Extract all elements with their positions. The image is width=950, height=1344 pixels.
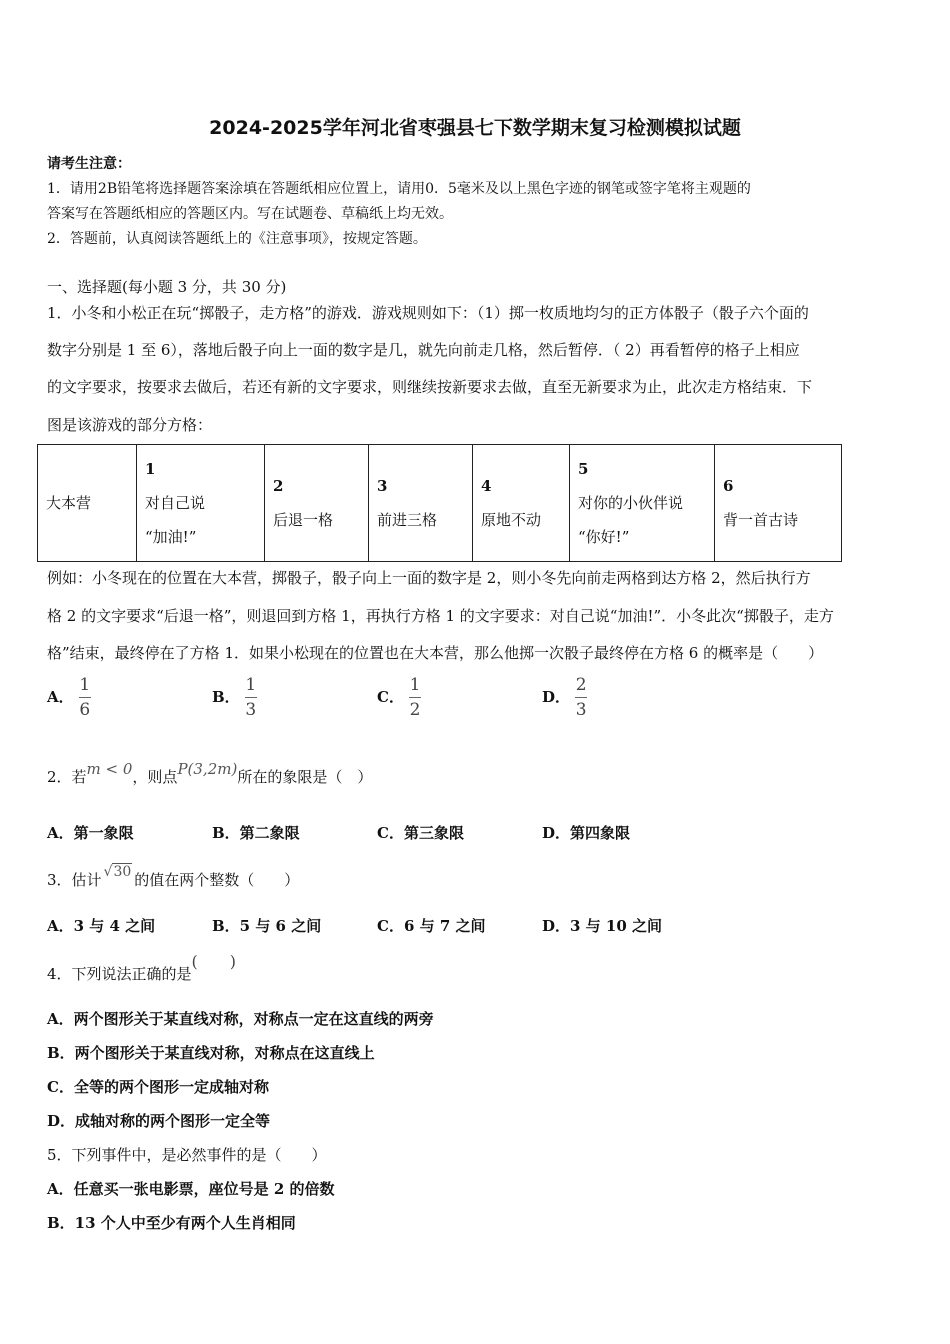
fraction: $\frac{1}{2}$ xyxy=(409,675,421,720)
q4-option-b[interactable]: B．两个图形关于某直线对称，对称点在这直线上 xyxy=(47,1044,375,1062)
q3-option-b[interactable]: B．5 与 6 之间 xyxy=(212,917,322,935)
cell-number: 4 xyxy=(481,477,492,495)
q1-line-3: 的文字要求，按要求去做后，若还有新的文字要求，则继续按新要求去做，直至无新要求为止，此次走方格结束．下 xyxy=(47,378,813,396)
cell-label-2: “你好!” xyxy=(578,528,630,546)
cell-number: 3 xyxy=(377,477,388,495)
q5-option-a[interactable]: A．任意买一张电影票，座位号是 2 的倍数 xyxy=(47,1180,335,1198)
cell-number: 2 xyxy=(273,477,284,495)
q3-stem: 3．估计 √30 的值在两个整数（ ） xyxy=(47,864,300,889)
cell-number: 5 xyxy=(578,460,589,478)
option-label: A． xyxy=(47,688,74,706)
q1-line-2: 数字分别是 1 至 6），落地后骰子向上一面的数字是几，就先向前走几格，然后暂停．（ 2）再看暂停的格子上相应 xyxy=(47,341,800,359)
notice-line-3: 2．答题前，认真阅读答题纸上的《注意事项》，按规定答题。 xyxy=(47,231,427,247)
q2-condition: m < 0 xyxy=(86,760,133,778)
cell-label: 背一首古诗 xyxy=(723,511,799,529)
board-cell-3 xyxy=(369,445,473,562)
page-title: 2024-2025学年河北省枣强县七下数学期末复习检测模拟试题 xyxy=(209,117,741,139)
board-cell-start xyxy=(38,445,137,562)
board-cell-1 xyxy=(137,445,265,562)
board-cell-4 xyxy=(473,445,570,562)
q3-option-d[interactable]: D．3 与 10 之间 xyxy=(542,917,662,935)
cell-label: 对自己说 xyxy=(145,494,206,512)
q2-option-d[interactable]: D．第四象限 xyxy=(542,824,631,842)
q5-stem: 5．下列事件中，是必然事件的是（ ） xyxy=(47,1146,327,1164)
q2-option-b[interactable]: B．第二象限 xyxy=(212,824,300,842)
q1-option-b[interactable] xyxy=(212,676,257,719)
q1-option-d[interactable] xyxy=(542,676,587,719)
cell-number: 6 xyxy=(723,477,734,495)
cell-label: 大本营 xyxy=(46,494,92,512)
sqrt-expression: √30 xyxy=(103,864,132,880)
fraction: $\frac{1}{3}$ xyxy=(245,675,257,720)
fraction: $\frac{1}{6}$ xyxy=(79,675,91,720)
q1-option-c[interactable] xyxy=(377,676,421,719)
q2-point: P(3,2m) xyxy=(177,760,238,778)
game-board-table xyxy=(37,444,842,562)
option-label: D． xyxy=(542,688,571,706)
option-label: B． xyxy=(212,688,240,706)
q2-stem: 2．若m < 0，则点P(3,2m)所在的象限是（ ） xyxy=(47,760,373,786)
board-cell-6 xyxy=(715,445,842,562)
q5-option-b[interactable]: B．13 个人中至少有两个人生肖相同 xyxy=(47,1214,296,1232)
notice-line-1: 1．请用2B铅笔将选择题答案涂填在答题纸相应位置上，请用0．5毫米及以上黑色字迹的钢笔或签字笔将主观题的 xyxy=(47,181,751,197)
q4-stem: 4．下列说法正确的是( ) xyxy=(47,952,237,983)
q1-line-4: 图是该游戏的部分方格： xyxy=(47,416,213,434)
cell-label: 后退一格 xyxy=(273,511,334,529)
board-cell-5 xyxy=(570,445,715,562)
notice-heading: 请考生注意： xyxy=(47,156,131,172)
cell-label: 对你的小伙伴说 xyxy=(578,494,684,512)
board-cell-2 xyxy=(265,445,369,562)
q2-option-a[interactable]: A．第一象限 xyxy=(47,824,134,842)
cell-label: 前进三格 xyxy=(377,511,438,529)
q1-example-line-2: 格 2 的文字要求“后退一格”，则退回到方格 1，再执行方格 1 的文字要求：对自己说“加油!”．小冬此次“掷骰子，走方 xyxy=(47,607,834,625)
cell-label-2: “加油!” xyxy=(145,528,197,546)
cell-number: 1 xyxy=(145,460,156,478)
q1-line-1: 1．小冬和小松正在玩“掷骰子，走方格”的游戏．游戏规则如下：（1）掷一枚质地均匀的正方体骰子（骰子六个面的 xyxy=(47,304,809,322)
q3-option-a[interactable]: A．3 与 4 之间 xyxy=(47,917,156,935)
q4-option-c[interactable]: C．全等的两个图形一定成轴对称 xyxy=(47,1078,269,1096)
section-heading: 一、选择题(每小题 3 分，共 30 分) xyxy=(47,278,287,296)
q4-option-d[interactable]: D．成轴对称的两个图形一定全等 xyxy=(47,1112,271,1130)
fraction: $\frac{2}{3}$ xyxy=(575,675,587,720)
q1-option-a[interactable] xyxy=(47,676,91,719)
cell-label: 原地不动 xyxy=(481,511,542,529)
notice-line-2: 答案写在答题纸相应的答题区内。写在试题卷、草稿纸上均无效。 xyxy=(47,206,453,222)
q3-option-c[interactable]: C．6 与 7 之间 xyxy=(377,917,486,935)
q4-paren: ( ) xyxy=(191,952,237,971)
q1-example-line-3: 格”结束，最终停在了方格 1．如果小松现在的位置也在大本营，那么他掷一次骰子最终停在方格 6 的概率是（ ） xyxy=(47,644,824,662)
option-label: C． xyxy=(377,688,404,706)
q4-option-a[interactable]: A．两个图形关于某直线对称，对称点一定在这直线的两旁 xyxy=(47,1010,434,1028)
q1-example-line-1: 例如：小冬现在的位置在大本营，掷骰子，骰子向上一面的数字是 2，则小冬先向前走两格到达方格 2，然后执行方 xyxy=(47,569,811,587)
q2-option-c[interactable]: C．第三象限 xyxy=(377,824,464,842)
